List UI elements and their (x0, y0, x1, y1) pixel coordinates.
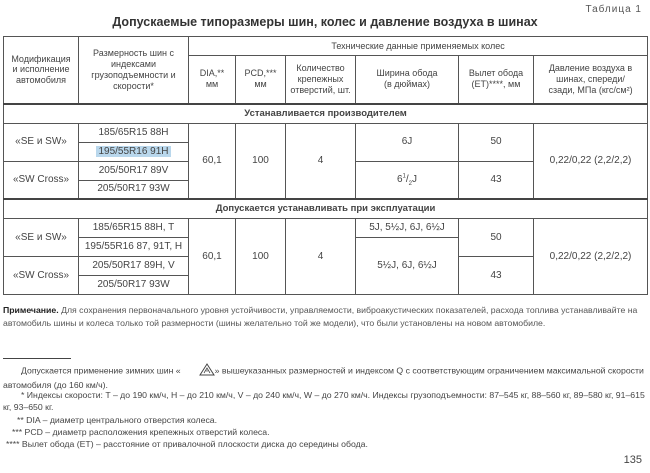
note (3, 304, 647, 330)
footnote-pcd: *** PCD – диаметр расположения крепежных отверстий колеса. (12, 427, 270, 437)
footnote-divider (3, 358, 71, 359)
pressure-value: 0,22/0,22 (2,2/2,2) (534, 219, 648, 295)
footnote-dia: ** DIA – диаметр центрального отверстия колеса. (17, 415, 218, 425)
offset-value: 50 (459, 219, 534, 257)
tire-size: 185/65R15 88H (79, 123, 189, 142)
highlighted-text: 195/55R16 91H (98, 145, 169, 157)
model-se-sw: «SE и SW» (4, 219, 79, 257)
footnote-et: **** Вылет обода (ЕТ) – расстояние от привалочной плоскости диска до середины обода. (6, 439, 368, 449)
offset-value: 43 (459, 161, 534, 199)
pcd-value: 100 (236, 219, 286, 295)
header-tech-group: Технические данные применяемых колес (189, 37, 648, 56)
dia-value: 60,1 (189, 219, 236, 295)
header-rim-width: Ширина обода (в дюймах) (356, 56, 459, 104)
footnote-winter (3, 363, 647, 391)
snowflake-mountain-icon (181, 363, 215, 379)
rim-width-value: 6J (356, 123, 459, 161)
model-sw-cross: «SW Cross» (4, 161, 79, 199)
offset-value: 50 (459, 123, 534, 161)
winter-text-b: » вышеуказанных размерностей и индексом Q с соответствующим ограничением максимальной скорости автомобиля (до 160 км/ч). (3, 365, 644, 390)
page-number: 135 (623, 454, 642, 466)
tire-table (3, 36, 648, 295)
header-offset: Вылет обода (ЕТ)****, мм (459, 56, 534, 104)
rim-width-value: 5½J, 6J, 6½J (356, 238, 459, 295)
tire-size: 205/50R17 93W (79, 276, 189, 295)
model-sw-cross: «SW Cross» (4, 257, 79, 295)
footnote-speed: * Индексы скорости: T – до 190 км/ч, H – до 210 км/ч, V – до 240 км/ч, W – до 270 км/ч. Индексы грузоподъемности: 87–545 кг, 88–560 кг, 89–580 кг, 91–615 кг, 93–650 кг. (3, 390, 645, 412)
pressure-value: 0,22/0,22 (2,2/2,2) (534, 123, 648, 199)
dia-value: 60,1 (189, 123, 236, 199)
winter-text-a: Допускается применение зимних шин « (21, 365, 181, 376)
pcd-value: 100 (236, 123, 286, 199)
header-dia: DIA,** мм (189, 56, 236, 104)
rim-width-value: 5J, 5½J, 6J, 6½J (356, 219, 459, 238)
note-text: Для сохранения первоначального уровня устойчивости, управляемости, виброакустических показателей, расхода топлива устанавливайте на автомобиль шины и колеса только той размерности (шины желательно той же модели), что были установлены на новом автомобиле. (3, 305, 638, 328)
model-se-sw: «SE и SW» (4, 123, 79, 161)
note-label: Примечание. (3, 305, 59, 315)
header-modification: Модификация и исполнение автомобиля (4, 37, 79, 104)
tire-size-highlighted (79, 142, 189, 161)
table-title: Допускаемые типоразмеры шин, колес и давление воздуха в шинах (112, 15, 538, 29)
bolts-value: 4 (286, 219, 356, 295)
header-bolts: Количество крепежных отверстий, шт. (286, 56, 356, 104)
rim-width-den: 2 (408, 180, 413, 187)
rim-width-suffix: J (412, 173, 418, 185)
bolts-value: 4 (286, 123, 356, 199)
section-label-factory: Устанавливается производителем (4, 104, 648, 124)
table-number: Таблица 1 (585, 4, 642, 15)
header-pressure: Давление воздуха в шинах, спереди/сзади, МПа (кгс/см²) (534, 56, 648, 104)
rim-width-value: $6^1/_2J$ (356, 161, 459, 199)
tire-size: 195/55R16 87, 91T, H (79, 238, 189, 257)
tire-size: 185/65R15 88H, T (79, 219, 189, 238)
header-pcd: PCD,*** мм (236, 56, 286, 104)
tire-size: 205/50R17 93W (79, 180, 189, 199)
rim-width-whole: 6 (396, 173, 403, 185)
svg-text:*: * (205, 370, 208, 376)
header-tire-size: Размерность шин с индексами грузоподъемности и скорости* (79, 37, 189, 104)
rim-width-num: 1 (402, 173, 406, 180)
offset-value: 43 (459, 257, 534, 295)
section-label-operation: Допускается устанавливать при эксплуатации (4, 199, 648, 219)
tire-size: 205/50R17 89H, V (79, 257, 189, 276)
tire-size: 205/50R17 89V (79, 161, 189, 180)
